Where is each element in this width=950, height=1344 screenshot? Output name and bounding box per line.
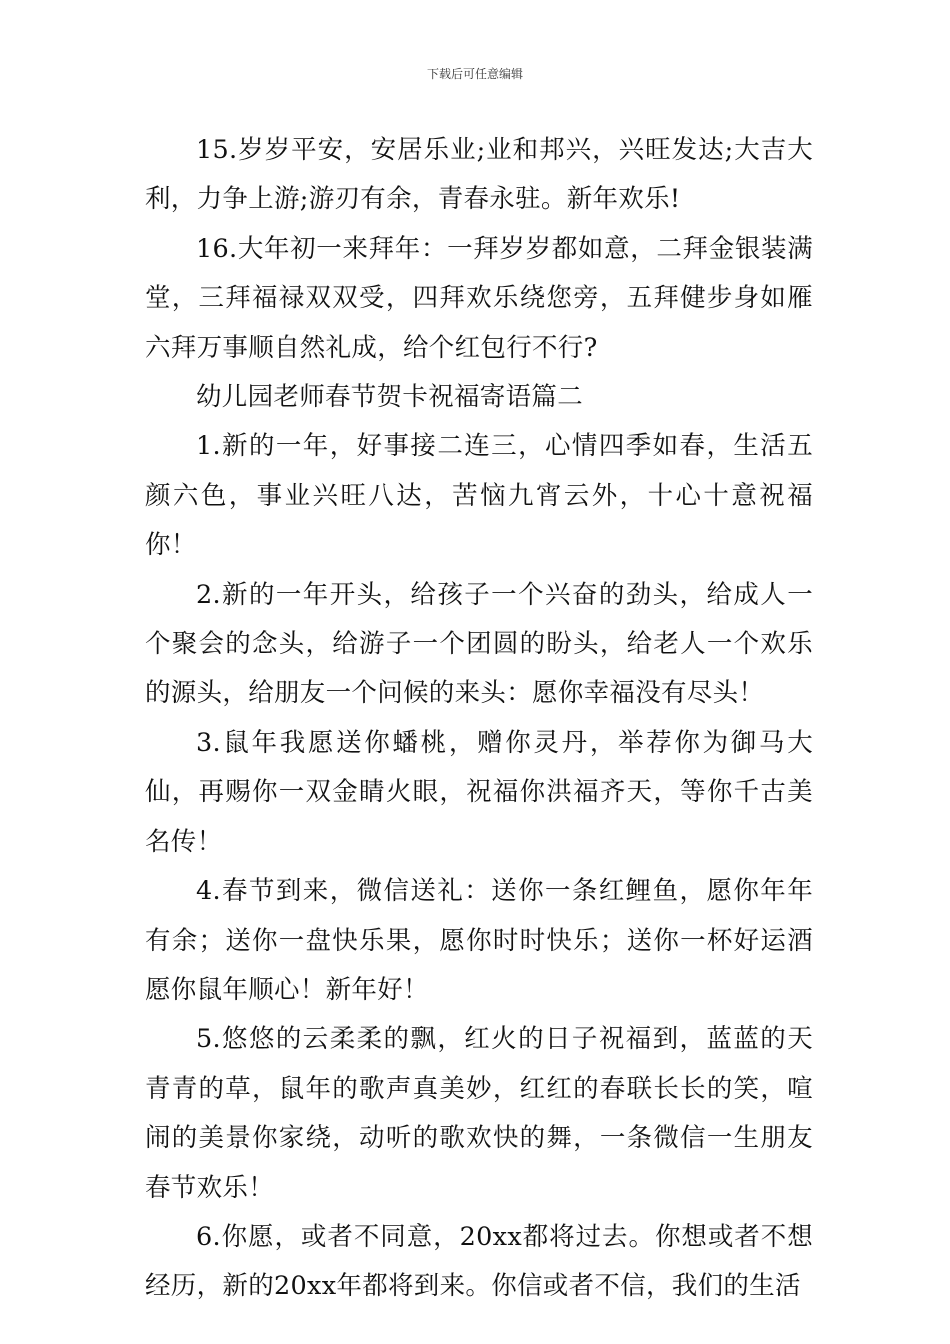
paragraph-5: 5.悠悠的云柔柔的飘，红火的日子祝福到，蓝蓝的天青青的草，鼠年的歌声真美妙，红红的春联长长的笑，喧闹的美景你家绕，动听的歌欢快的舞，一条微信一生朋友春节欢乐！ [145, 1024, 813, 1203]
paragraph-6: 6.你愿，或者不同意，20xx都将过去。你想或者不想经历，新的20xx年都将到来。你信或者不信，我们的生活 [145, 1221, 813, 1302]
paragraph-1: 1.新的一年，好事接二连三，心情四季如春，生活五颜六色，事业兴旺八达，苦恼九宵云外，十心十意祝福你！ [145, 431, 813, 561]
paragraph-15: 15.岁岁平安，安居乐业;业和邦兴，兴旺发达;大吉大利，力争上游;游刃有余，青春永驻。新年欢乐! [145, 135, 813, 215]
paragraph-2: 2.新的一年开头，给孩子一个兴奋的劲头，给成人一个聚会的念头，给游子一个团圆的盼头，给老人一个欢乐的源头，给朋友一个问候的来头：愿你幸福没有尽头！ [145, 579, 813, 709]
page-header: 下载后可任意编辑 [426, 67, 523, 81]
paragraph-16: 16.大年初一来拜年：一拜岁岁都如意，二拜金银装满堂，三拜福禄双双受，四拜欢乐绕您旁，五拜健步身如雁六拜万事顺自然礼成，给个红包行不行? [145, 233, 813, 363]
document-body [145, 126, 813, 1312]
paragraph-3: 3.鼠年我愿送你蟠桃，赠你灵丹，举荐你为御马大仙，再赐你一双金睛火眼，祝福你洪福齐天，等你千古美名传！ [145, 727, 813, 857]
section-heading: 幼儿园老师春节贺卡祝福寄语篇二 [196, 382, 584, 413]
paragraph-4: 4.春节到来，微信送礼：送你一条红鲤鱼，愿你年年有余；送你一盘快乐果，愿你时时快乐；送你一杯好运酒愿你鼠年顺心！新年好！ [145, 876, 813, 1005]
